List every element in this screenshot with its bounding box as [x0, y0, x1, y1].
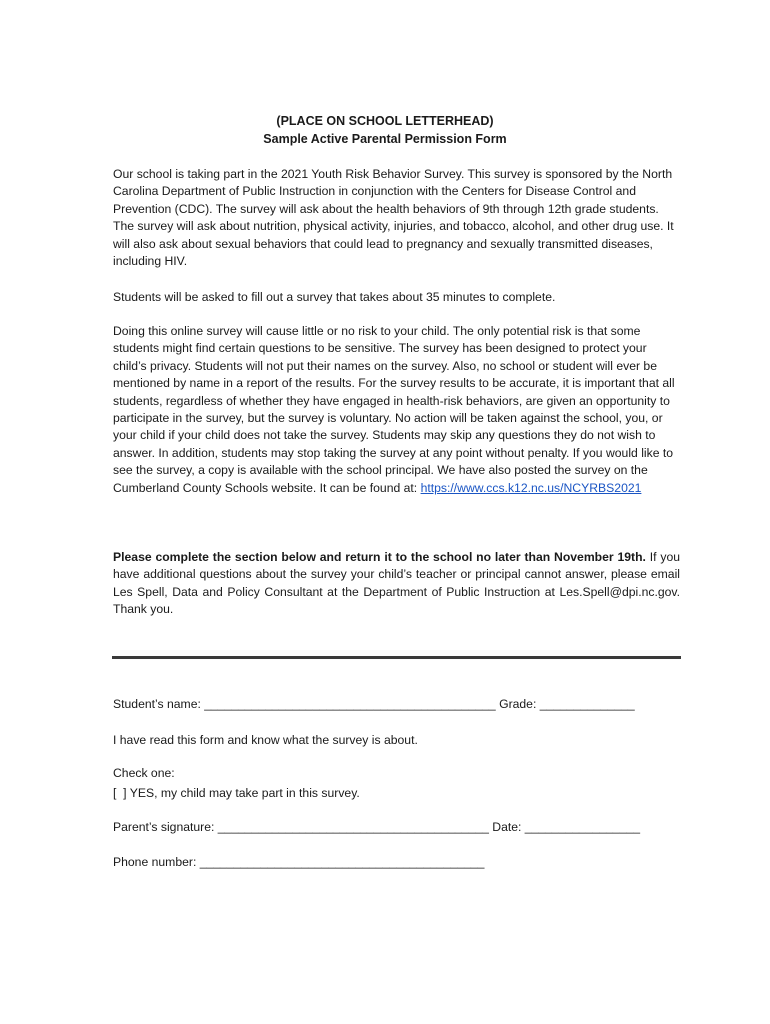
instructions-deadline: Please complete the section below and return it to the school no later than November 19th.: [113, 550, 646, 564]
instructions-paragraph: [113, 549, 680, 619]
phone-number-field[interactable]: Phone number: __________________________________________: [113, 855, 485, 869]
instructions-contact: If you have additional questions about the survey your child’s teacher or principal cannot answer, please email Les Spell, Data and Policy Consultant at the Department of Public Instruction at Les.Spell@dpi.nc.gov. Thank you.: [113, 550, 680, 617]
risk-paragraph-text: Doing this online survey will cause little or no risk to your child. The only potential risk is that some students might find certain questions to be sensitive. The survey has been designed to protect your child’s privacy. Students will not put their names on the survey. Also, no school or student will ever be mentioned by name in a report of the results. For the survey results to be accurate, it is important that all students, regardless of whether they have engaged in health-risk behaviors, are given an opportunity to participate in the survey, but the survey is voluntary. No action will be taken against the school, you, or your child if your child does not take the survey. Students may skip any questions they do not wish to answer. In addition, students may stop taking the survey at any point without penalty. If you would like to see the survey, a copy is available with the school principal. We have also posted the survey on the Cumberland County Schools website. It can be found at:: [113, 324, 675, 495]
form-title: Sample Active Parental Permission Form: [263, 132, 507, 146]
student-name-field[interactable]: Student’s name: ___________________________________________ Grade: ______________: [113, 697, 635, 711]
letterhead-placeholder: (PLACE ON SCHOOL LETTERHEAD): [276, 114, 494, 128]
section-divider: [112, 656, 681, 659]
duration-paragraph: Students will be asked to fill out a survey that takes about 35 minutes to complete.: [113, 290, 556, 304]
intro-paragraph: Our school is taking part in the 2021 Youth Risk Behavior Survey. This survey is sponsored by the North Carolina Department of Public Instruction in conjunction with the Centers for Disease Control and Prevention (CDC). The survey will ask about the health behaviors of 9th through 12th grade students. The survey will ask about nutrition, physical activity, injuries, and tobacco, alcohol, and other drug use. It will also ask about sexual behaviors that could lead to pregnancy and sexually transmitted diseases, including HIV.: [113, 167, 674, 269]
yes-checkbox-option[interactable]: [ ] YES, my child may take part in this survey.: [113, 786, 360, 800]
parent-signature-field[interactable]: Parent’s signature: ________________________________________ Date: _________________: [113, 820, 641, 834]
read-statement: I have read this form and know what the survey is about.: [113, 733, 418, 747]
survey-link[interactable]: https://www.ccs.k12.nc.us/NCYRBS2021: [420, 480, 642, 495]
risk-paragraph: [113, 323, 680, 497]
check-one-label: Check one:: [113, 766, 175, 780]
